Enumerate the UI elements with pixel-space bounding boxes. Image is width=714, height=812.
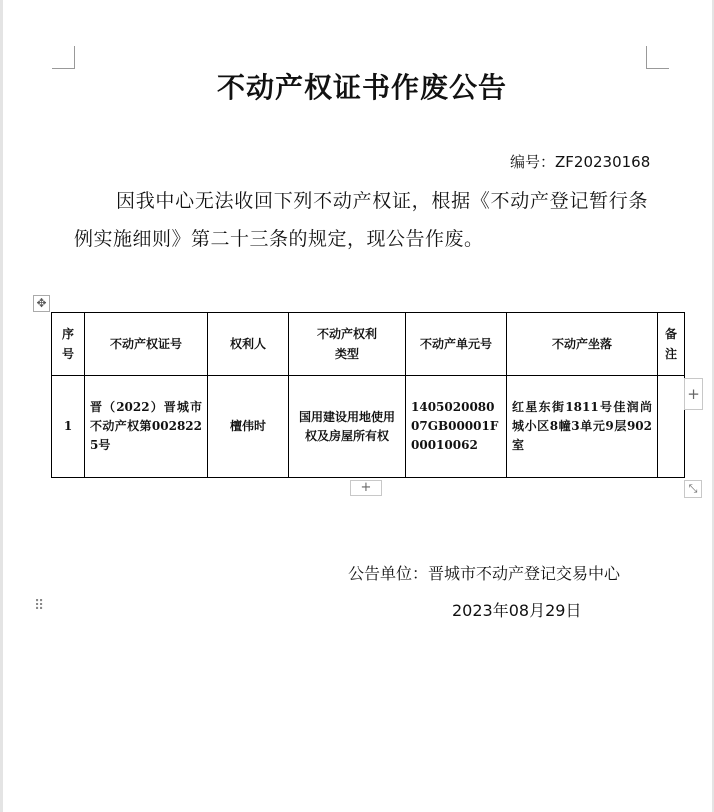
header-index: 序号 <box>52 313 85 376</box>
table-row <box>52 376 685 478</box>
cell-right-type: 国用建设用地使用权及房屋所有权 <box>289 376 406 478</box>
header-owner: 权利人 <box>208 313 289 376</box>
announcement-paragraph: 因我中心无法收回下列不动产权证，根据《不动产登记暂行条例实施细则》第二十三条的规定，现公告作废。 <box>74 190 648 250</box>
cell-remark <box>658 376 685 478</box>
certificate-table <box>51 312 685 478</box>
table-move-icon[interactable]: ✥ <box>33 295 50 312</box>
paragraph-drag-handle-icon[interactable]: ⠿ <box>34 598 46 614</box>
header-right-type-text: 不动产权利类型 <box>317 327 378 361</box>
add-column-button[interactable]: + <box>684 378 703 410</box>
table-header-row <box>52 313 685 376</box>
header-cert-no: 不动产权证号 <box>85 313 208 376</box>
issue-date: 2023年08月29日 <box>452 601 582 620</box>
cell-location: 红星东街1811号佳润尚城小区8幢3单元9层902室 <box>507 376 658 478</box>
page-title: 不动产权证书作废公告 <box>216 71 507 104</box>
table-resize-icon[interactable]: ⤡ <box>684 480 702 498</box>
header-right-type <box>289 313 406 376</box>
issuing-unit: 公告单位：晋城市不动产登记交易中心 <box>348 564 621 583</box>
cell-cert-no: 晋（2022）晋城市不动产权第0028225号 <box>85 376 208 478</box>
cell-index: 1 <box>52 376 85 478</box>
header-location: 不动产坐落 <box>507 313 658 376</box>
header-remark: 备注 <box>658 313 685 376</box>
add-row-button[interactable]: + <box>350 480 382 496</box>
cell-unit-no: 140502008007GB00001F00010062 <box>406 376 507 478</box>
header-unit-no: 不动产单元号 <box>406 313 507 376</box>
page-edge-left <box>0 0 3 812</box>
serial-number: 编号：ZF20230168 <box>510 153 651 171</box>
cell-owner: 檀伟时 <box>208 376 289 478</box>
